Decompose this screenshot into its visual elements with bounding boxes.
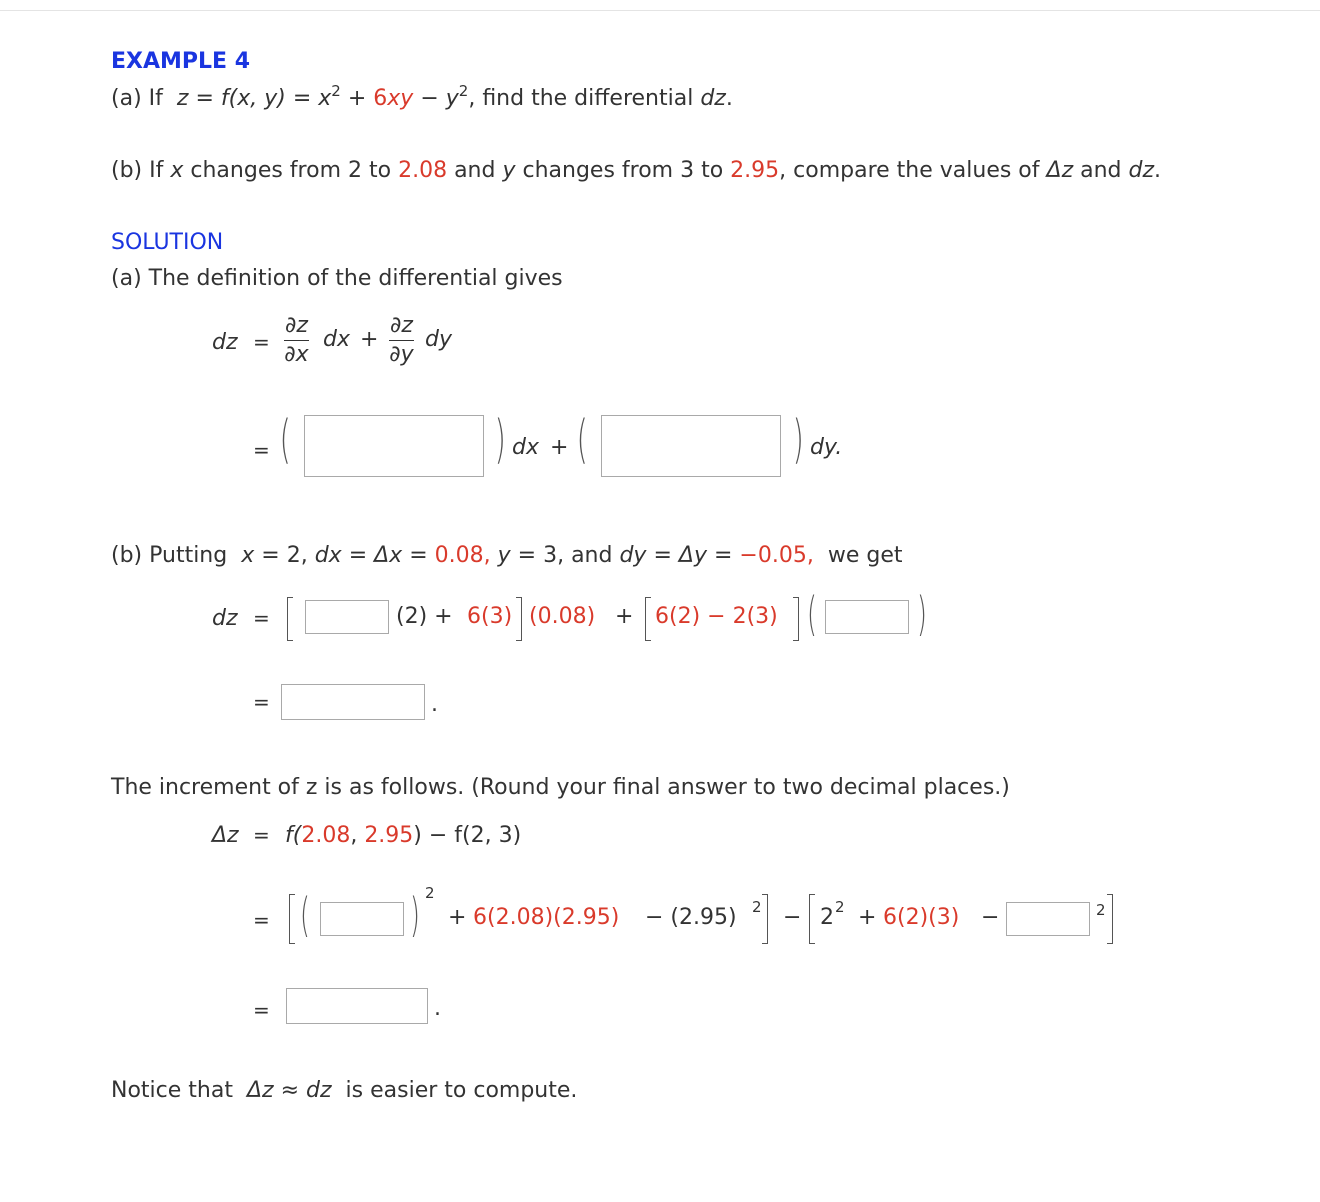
text: and	[454, 158, 496, 183]
right-bracket	[516, 597, 522, 641]
term-0-08: (0.08)	[529, 604, 596, 629]
left-bracket	[287, 597, 293, 641]
dz-dx-partial-input[interactable]	[304, 415, 484, 477]
top-divider	[0, 10, 1320, 11]
equals: =	[409, 543, 428, 568]
numerator: ∂z	[284, 315, 309, 341]
right-bracket	[762, 894, 768, 944]
value-2-08: 2.08	[301, 823, 351, 848]
problem-b	[111, 160, 1161, 182]
value-0-08: 0.08,	[434, 543, 491, 568]
var-y-squared: y	[445, 86, 459, 111]
equals-sign: =	[253, 606, 270, 630]
approx-sign: ≈	[280, 1078, 300, 1103]
equals-sign: =	[253, 330, 270, 354]
problem-b-prefix: (b) If	[111, 158, 164, 183]
text: 3, and	[543, 543, 613, 568]
left-paren: (	[576, 410, 588, 470]
exponent-2: 2	[752, 898, 762, 916]
inc-last-term-input[interactable]	[1006, 902, 1090, 936]
problem-a-prefix: (a) If	[111, 86, 163, 111]
text: and	[1080, 158, 1122, 183]
minus-sign: −	[783, 905, 802, 930]
var-x-squared: x	[318, 86, 332, 111]
equals: =	[713, 543, 733, 568]
right-paren: )	[494, 410, 506, 470]
text: (b) Putting	[111, 543, 228, 568]
text: changes from 3 to	[522, 158, 724, 183]
b-dy-value-input[interactable]	[825, 600, 909, 634]
var-y: y	[502, 158, 516, 183]
left-bracket	[289, 894, 295, 944]
right-paren: )	[410, 888, 420, 942]
equals-sign: =	[253, 908, 270, 932]
dx-label: dx	[512, 435, 539, 460]
right-paren: )	[792, 410, 804, 470]
dy-label: dy	[425, 327, 452, 352]
denominator: ∂y	[389, 342, 414, 367]
plus-sign: +	[550, 435, 569, 460]
function-f: f(x, y)	[220, 86, 286, 111]
exponent-2: 2	[1096, 901, 1106, 919]
plus-sign: +	[858, 905, 877, 930]
value-neg-0-05: −0.05,	[739, 543, 814, 568]
text: , compare the values of	[779, 158, 1040, 183]
var-dz: dz	[1128, 158, 1155, 183]
example-title: EXAMPLE 4	[111, 49, 251, 74]
value: 2,	[286, 543, 308, 568]
notice-line	[111, 1080, 577, 1102]
exponent-2: 2	[425, 884, 435, 902]
term-2-plus: (2) +	[396, 604, 453, 629]
solution-b-intro	[111, 545, 902, 567]
term-6-3: 6(3)	[467, 604, 513, 629]
text: ) − f(2, 3)	[413, 823, 522, 848]
var-dx: dx	[314, 543, 342, 568]
text: changes from 2 to	[190, 158, 392, 183]
dz-dy-partial-input[interactable]	[601, 415, 781, 477]
fraction-dz-dy	[389, 315, 414, 366]
equals: =	[653, 543, 672, 568]
denominator: ∂x	[284, 342, 309, 367]
term-two: 2	[820, 905, 834, 930]
term-6xy: 6xy	[373, 86, 414, 111]
var-dz: dz	[700, 86, 726, 111]
term-6-2-minus-2-3: 6(2) − 2(3)	[655, 604, 778, 629]
var-y: y	[497, 543, 511, 568]
plus-sign: +	[448, 905, 467, 930]
left-bracket	[809, 894, 815, 944]
var-dz: dz	[306, 1078, 332, 1103]
dx-label: dx	[323, 327, 350, 352]
period: .	[434, 996, 441, 1021]
var-delta-z: Δz	[246, 1078, 274, 1103]
function-f: f(	[285, 823, 302, 848]
minus: −	[420, 86, 439, 111]
left-bracket	[645, 597, 651, 641]
var-dy: dy	[619, 543, 647, 568]
dz-label: dz	[212, 606, 238, 631]
right-paren: )	[917, 587, 927, 641]
value-2-08: 2.08	[398, 158, 448, 183]
right-bracket	[793, 597, 799, 641]
period: .	[431, 692, 438, 717]
b-dz-result-input[interactable]	[281, 684, 425, 720]
dz-label: dz	[212, 330, 238, 355]
var-delta-y: Δy	[678, 543, 707, 568]
right-bracket	[1107, 894, 1113, 944]
equals-sign: =	[253, 998, 270, 1022]
left-paren: (	[807, 587, 817, 641]
problem-a-tail: , find the differential	[468, 86, 694, 111]
inc-result-input[interactable]	[286, 988, 428, 1024]
var-delta-x: Δx	[374, 543, 403, 568]
plus: +	[347, 86, 367, 111]
problem-a: (a) If z = f(x, $y) = x^2 + 6xy - y^2$, find the differential dz.	[111, 82, 733, 111]
var-x: x	[241, 543, 255, 568]
plus-sign: +	[360, 327, 379, 352]
solution-label: SOLUTION	[111, 230, 224, 255]
period: .	[725, 86, 733, 111]
equals-sign: =	[253, 690, 270, 714]
minus-sign: −	[981, 905, 1000, 930]
text: we get	[827, 543, 903, 568]
comma: ,	[350, 823, 358, 848]
equals-sign: =	[253, 823, 270, 847]
numerator: ∂z	[389, 315, 414, 341]
exponent-2: 2	[835, 898, 845, 916]
text: is easier to compute.	[345, 1078, 578, 1103]
b-first-coeff-input[interactable]	[305, 600, 389, 634]
increment-expression	[285, 825, 521, 847]
equals: =	[261, 543, 280, 568]
left-paren: (	[300, 888, 310, 942]
delta-z-label: Δz	[212, 823, 239, 848]
term-6-2-3: 6(2)(3)	[883, 905, 960, 930]
equals-sign: =	[253, 438, 270, 462]
term-minus-2-95: − (2.95)	[645, 905, 737, 930]
equals: =	[517, 543, 537, 568]
inc-first-term-input[interactable]	[320, 902, 404, 936]
plus-sign: +	[615, 604, 634, 629]
equals: =	[348, 543, 368, 568]
solution-a-intro: (a) The definition of the differential gives	[111, 266, 563, 291]
increment-text: The increment of z is as follows. (Round your final answer to two decimal places.)	[111, 775, 1010, 800]
fraction-dz-dx	[284, 315, 309, 366]
left-paren: (	[279, 410, 291, 470]
value-2-95: 2.95	[730, 158, 780, 183]
text: Notice that	[111, 1078, 233, 1103]
equals: =	[195, 86, 214, 111]
equals: =	[292, 86, 312, 111]
var-x: x	[170, 158, 184, 183]
var-z: z	[176, 86, 189, 111]
var-delta-z: Δz	[1046, 158, 1074, 183]
term-6-2-08-2-95: 6(2.08)(2.95)	[473, 905, 620, 930]
value-2-95: 2.95	[364, 823, 414, 848]
dy-period-label: dy.	[810, 435, 843, 460]
period: .	[1154, 158, 1162, 183]
